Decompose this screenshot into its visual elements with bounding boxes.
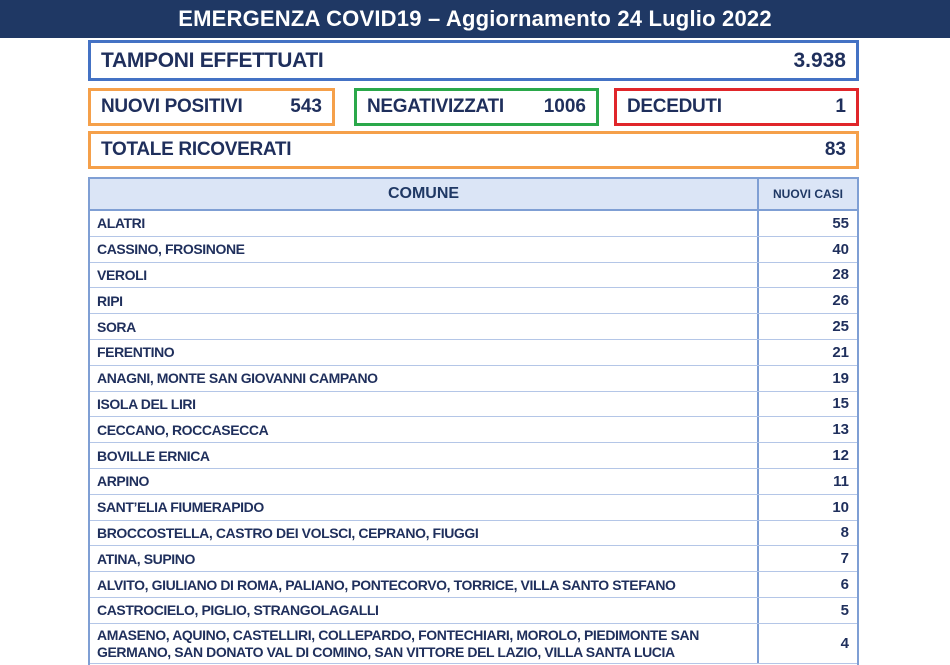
comune-cell: AMASENO, AQUINO, CASTELLIRI, COLLEPARDO, FONTECHIARI, MOROLO, PIEDIMONTE SAN GERMANO, SAN DONATO VAL DI COMINO, SAN VITTORE DEL LAZIO, VILLA SANTA LUCIA: [90, 624, 759, 663]
comune-cell: CECCANO, ROCCASECCA: [90, 417, 759, 442]
comune-cell: FERENTINO: [90, 340, 759, 365]
comune-cell: CASTROCIELO, PIGLIO, STRANGOLAGALLI: [90, 598, 759, 623]
comune-cell: BROCCOSTELLA, CASTRO DEI VOLSCI, CEPRANO, FIUGGI: [90, 521, 759, 546]
comune-cell: CASSINO, FROSINONE: [90, 237, 759, 262]
table-row: [90, 443, 857, 469]
comune-cell: ALVITO, GIULIANO DI ROMA, PALIANO, PONTECORVO, TORRICE, VILLA SANTO STEFANO: [90, 572, 759, 597]
table-row: [90, 288, 857, 314]
nuovi-casi-cell: 55: [832, 214, 849, 232]
tamponi-value: 3.938: [793, 48, 846, 72]
table-row: [90, 237, 857, 263]
nuovi-casi-cell: 40: [832, 240, 849, 258]
header-nuovi-casi: NUOVI CASI: [772, 187, 843, 201]
totale-ricoverati-label: TOTALE RICOVERATI: [101, 139, 292, 160]
table-row: [90, 340, 857, 366]
nuovi-casi-cell: 21: [832, 343, 849, 361]
totale-ricoverati-box: [88, 131, 859, 169]
nuovi-casi-cell: 10: [832, 498, 849, 516]
table-row: [90, 495, 857, 521]
nuovi-casi-cell: 28: [832, 266, 849, 284]
comune-cell: ANAGNI, MONTE SAN GIOVANNI CAMPANO: [90, 366, 759, 391]
nuovi-casi-cell: 8: [840, 524, 849, 542]
nuovi-casi-cell: 25: [832, 318, 849, 336]
nuovi-casi-cell: 26: [832, 292, 849, 310]
table-row: [90, 469, 857, 495]
nuovi-casi-cell: 19: [832, 369, 849, 387]
table-header: [90, 179, 857, 211]
table-row: [90, 521, 857, 547]
negativizzati-value: 1006: [543, 96, 586, 117]
comune-cell: SORA: [90, 314, 759, 339]
nuovi-casi-cell: 12: [832, 447, 849, 465]
nuovi-casi-cell: 5: [840, 601, 849, 619]
tamponi-label: TAMPONI EFFETTUATI: [101, 48, 324, 72]
comune-cell: ISOLA DEL LIRI: [90, 392, 759, 417]
comune-cell: RIPI: [90, 288, 759, 313]
table-row: [90, 624, 857, 664]
nuovi-casi-cell: 4: [840, 634, 849, 652]
nuovi-casi-cell: 11: [833, 472, 849, 490]
table-row: [90, 366, 857, 392]
deceduti-value: 1: [835, 96, 846, 117]
comune-cell: VEROLI: [90, 263, 759, 288]
comune-cell: ATINA, SUPINO: [90, 546, 759, 571]
nuovi-casi-cell: 15: [832, 395, 849, 413]
comune-cell: ARPINO: [90, 469, 759, 494]
tamponi-box: [88, 40, 859, 81]
table-row: [90, 572, 857, 598]
nuovi-positivi-value: 543: [290, 96, 322, 117]
table-row: [90, 392, 857, 418]
nuovi-positivi-label: NUOVI POSITIVI: [101, 96, 243, 117]
header-comune: COMUNE: [90, 179, 759, 209]
comune-cell: ALATRI: [90, 211, 759, 236]
comune-cell: BOVILLE ERNICA: [90, 443, 759, 468]
nuovi-casi-cell: 7: [840, 550, 849, 568]
table-row: [90, 211, 857, 237]
deceduti-box: [614, 88, 859, 126]
page-title: EMERGENZA COVID19 – Aggiornamento 24 Luglio 2022: [178, 6, 772, 31]
table-row: [90, 314, 857, 340]
negativizzati-box: [354, 88, 599, 126]
comune-cell: SANT’ELIA FIUMERAPIDO: [90, 495, 759, 520]
nuovi-casi-cell: 13: [832, 421, 849, 439]
table-row: [90, 598, 857, 624]
negativizzati-label: NEGATIVIZZATI: [367, 96, 504, 117]
page-title-banner: [0, 0, 950, 38]
table-row: [90, 263, 857, 289]
table-row: [90, 546, 857, 572]
nuovi-casi-cell: 6: [840, 576, 849, 594]
deceduti-label: DECEDUTI: [627, 96, 722, 117]
nuovi-positivi-box: [88, 88, 335, 126]
table-row: [90, 417, 857, 443]
totale-ricoverati-value: 83: [824, 139, 846, 160]
table-body: [90, 211, 857, 664]
comuni-table: [88, 177, 859, 665]
